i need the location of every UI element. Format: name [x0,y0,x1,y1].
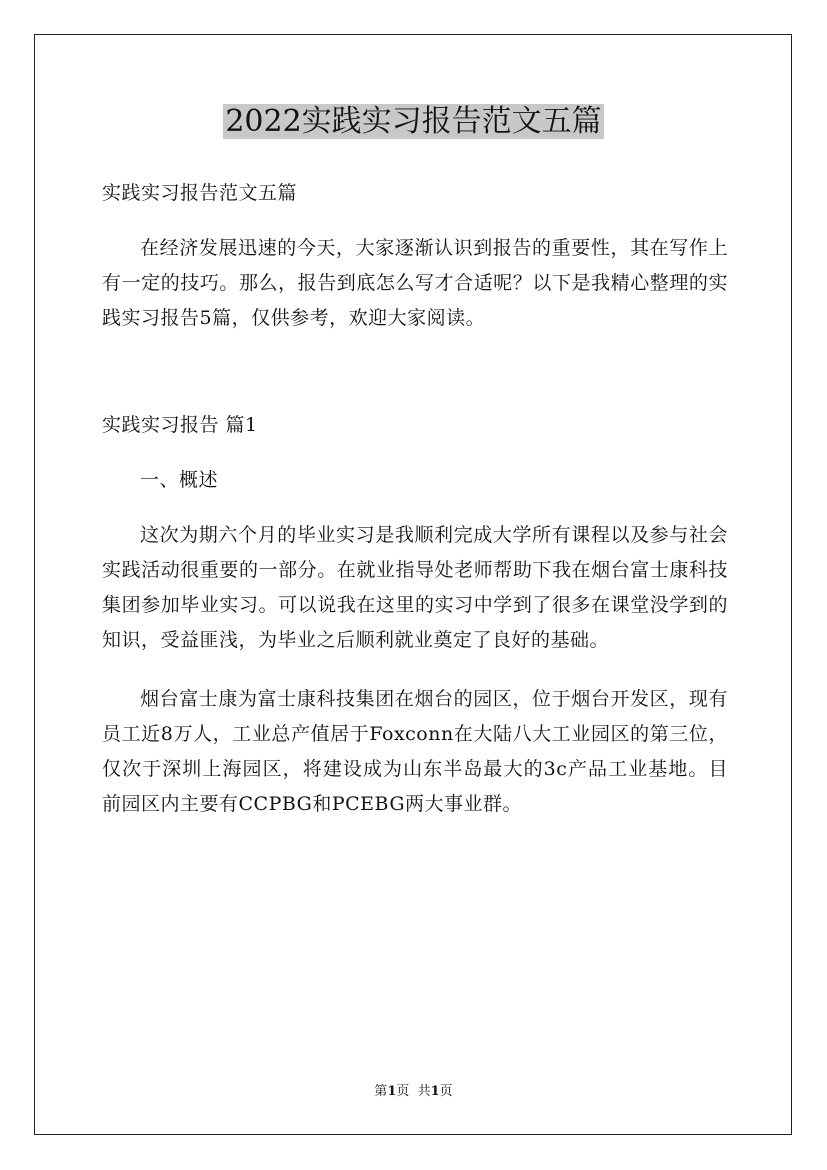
footer-page-number: 1 [387,1084,397,1099]
document-title-text: 2022实践实习报告范文五篇 [225,104,602,139]
footer-suffix: 页 [439,1084,453,1099]
footer-mid: 页 共 [396,1084,431,1099]
document-body [102,176,728,846]
footer-prefix: 第 [374,1084,388,1099]
section-heading: 实践实习报告 篇1 [102,414,258,436]
document-title [0,98,827,146]
subsection-heading: 一、概述 [140,469,219,491]
body-paragraph-2: 烟台富士康为富士康科技集团在烟台的园区，位于烟台开发区，现有员工近8万人，工业总产值居于Foxconn在大陆八大工业园区的第三位，仅次于深圳上海园区，将建设成为山东半岛最大的3c产品工业基地。目前园区内主要有CCPBG和PCEBG两大事业群。 [102,688,728,815]
body-paragraph-1: 这次为期六个月的毕业实习是我顺利完成大学所有课程以及参与社会实践活动很重要的一部分。在就业指导处老师帮助下我在烟台富士康科技集团参加毕业实习。可以说我在这里的实习中学到了很多在课堂没学到的知识，受益匪浅，为毕业之后顺利就业奠定了良好的基础。 [102,524,728,651]
footer-total-pages: 1 [430,1084,440,1099]
intro-paragraph: 在经济发展迅速的今天，大家逐渐认识到报告的重要性，其在写作上有一定的技巧。那么，报告到底怎么写才合适呢？以下是我精心整理的实践实习报告5篇，仅供参考，欢迎大家阅读。 [102,237,728,329]
page-footer [0,1082,827,1102]
document-subtitle: 实践实习报告范文五篇 [102,182,298,204]
